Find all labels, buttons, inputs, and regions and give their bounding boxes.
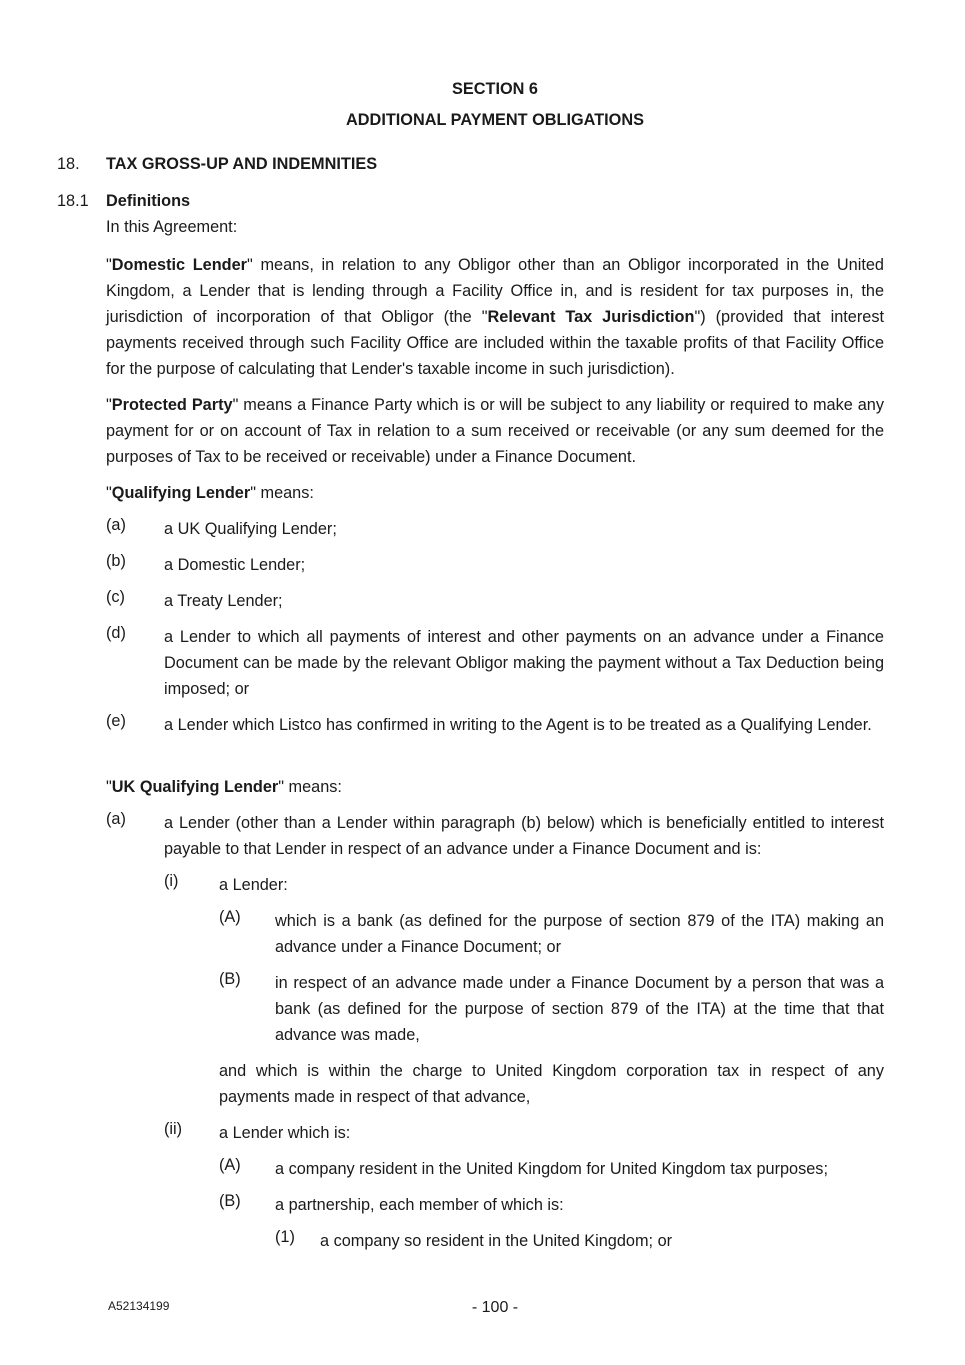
definition-text: " means: — [250, 484, 314, 502]
list-label: (i) — [164, 872, 179, 890]
list-label: (ii) — [164, 1120, 183, 1138]
list-item: a UK Qualifying Lender; — [164, 520, 337, 538]
definition-domestic-lender: "Domestic Lender" means, in relation to any Obligor other than an Obligor incorporated in the United Kingdom, a Lender that is lending through a Facility Office in, and is resident for tax purposes in, the jurisdiction of incorporation of that Obligor (the "Relevant Tax Jurisdiction") (provided that interest payments received through such Facility Office are included within the taxable profits of that Facility Office for the purpose of calculating that Lender's taxable income in such jurisdiction). — [106, 256, 884, 378]
defined-term: Domestic Lender — [111, 256, 248, 274]
list-item: a company so resident in the United Kingdom; or — [320, 1232, 673, 1250]
list-label: (b) — [106, 552, 126, 570]
list-item: a company resident in the United Kingdom for United Kingdom tax purposes; — [275, 1160, 828, 1178]
list-label: (a) — [106, 810, 126, 828]
list-item: a Domestic Lender; — [164, 556, 306, 574]
continuation-text: and which is within the charge to United Kingdom corporation tax in respect of any payments made in respect of that advance, — [219, 1062, 884, 1106]
list-label: (e) — [106, 712, 126, 730]
definition-text: ") (provided that interest payments received through such Facility Office are included within the taxable profits of that Facility Office for the purpose of calculating that Lender's taxable income in such jurisdiction). — [106, 308, 884, 378]
section-subtitle: ADDITIONAL PAYMENT OBLIGATIONS — [346, 111, 644, 129]
list-item: a Lender which is: — [219, 1124, 351, 1142]
list-item: a Lender: — [219, 876, 288, 894]
definition-uk-qualifying-lender: "UK Qualifying Lender" means: — [106, 778, 342, 796]
document-id: A52134199 — [108, 1299, 170, 1313]
list-label: (c) — [106, 588, 125, 606]
list-label: (d) — [106, 624, 126, 642]
list-item: a Treaty Lender; — [164, 592, 283, 610]
clause-number: 18. — [57, 155, 80, 173]
definition-qualifying-lender: "Qualifying Lender" means: — [106, 484, 314, 502]
subclause-intro: In this Agreement: — [106, 218, 238, 236]
list-item: which is a bank (as defined for the purpose of section 879 of the ITA) making an advance under a Finance Document; or — [275, 912, 884, 956]
clause-title: TAX GROSS-UP AND INDEMNITIES — [106, 155, 378, 173]
list-label: (B) — [219, 1192, 241, 1210]
definition-protected-party: "Protected Party" means a Finance Party which is or will be subject to any liability or required to make any payment for or on account of Tax in relation to a sum received or receivable (or any sum deemed for the purposes of Tax to be received or receivable) under a Finance Document. — [106, 396, 884, 466]
list-label: (B) — [219, 970, 241, 988]
defined-term: Relevant Tax Jurisdiction — [487, 308, 695, 326]
defined-term: UK Qualifying Lender — [111, 778, 279, 796]
list-item: a Lender to which all payments of interest and other payments on an advance under a Finance Document can be made by the relevant Obligor making the payment without a Tax Deduction being imposed; or — [164, 628, 884, 698]
defined-term: Protected Party — [111, 396, 233, 414]
subclause-number: 18.1 — [57, 192, 89, 210]
page-number: - 100 - — [471, 1299, 519, 1316]
definition-text: " means a Finance Party which is or will be subject to any liability or required to make any payment for or on account of Tax in relation to a sum received or receivable (or any sum deemed for the purposes of Tax to be received or receivable) under a Finance Document. — [106, 396, 884, 466]
list-item: a Lender (other than a Lender within paragraph (b) below) which is beneficially entitled to interest payable to that Lender in respect of an advance under a Finance Document and is: — [164, 814, 884, 858]
list-item: in respect of an advance made under a Finance Document by a person that was a bank (as defined for the purpose of section 879 of the ITA) at the time that that advance was made, — [275, 974, 884, 1044]
list-item: a partnership, each member of which is: — [275, 1196, 564, 1214]
list-item: a Lender which Listco has confirmed in writing to the Agent is to be treated as a Qualifying Lender. — [164, 716, 872, 734]
list-label: (A) — [219, 908, 241, 926]
subclause-title: Definitions — [106, 192, 191, 210]
list-label: (1) — [275, 1228, 295, 1246]
list-label: (A) — [219, 1156, 241, 1174]
section-title: SECTION 6 — [452, 80, 538, 98]
definition-text: " means: — [278, 778, 342, 796]
definition-text: " means, in relation to any Obligor other than an Obligor incorporated in the United Kingdom, a Lender that is lending through a Facility Office in, and is resident for tax purposes in, the jurisdiction of incorporation of that Obligor (the " — [106, 256, 884, 326]
defined-term: Qualifying Lender — [111, 484, 251, 502]
list-label: (a) — [106, 516, 126, 534]
